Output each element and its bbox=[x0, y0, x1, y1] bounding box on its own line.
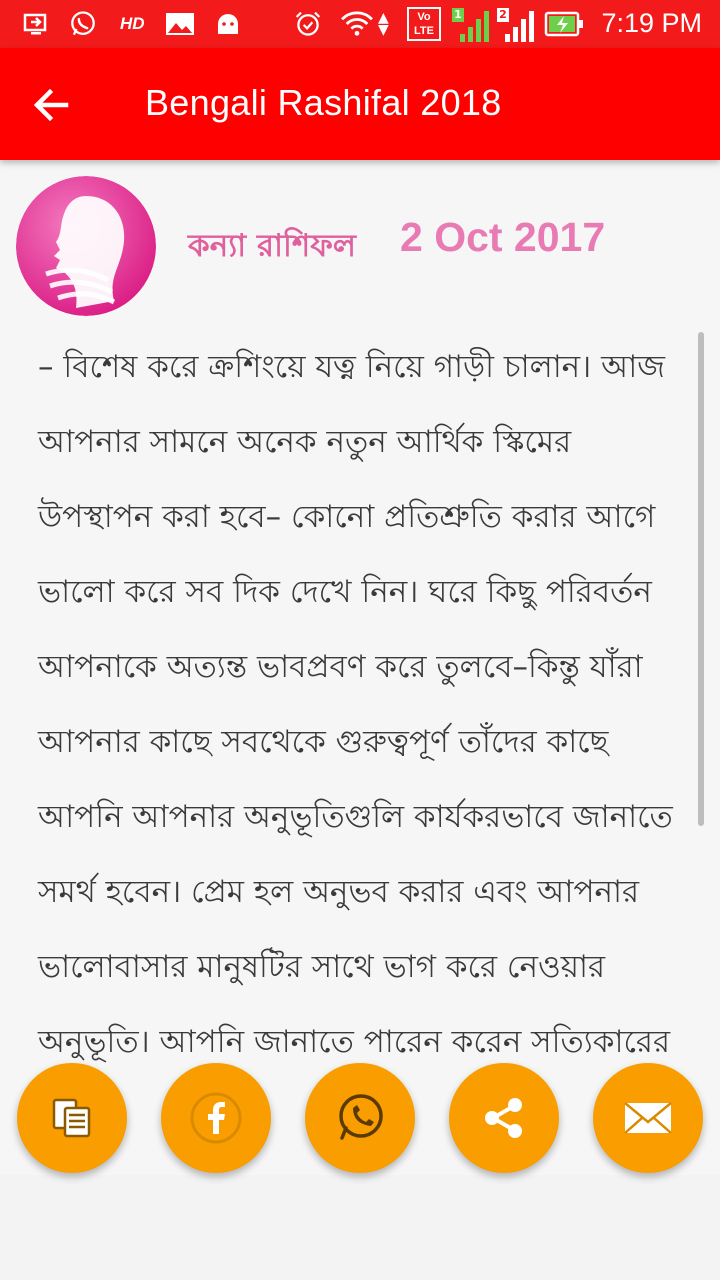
virgo-silhouette-icon bbox=[16, 176, 156, 316]
copy-button[interactable] bbox=[17, 1063, 127, 1173]
alarm-icon bbox=[292, 10, 324, 38]
sign-label: কন্যা রাশিফল bbox=[188, 228, 356, 264]
signal-sim2-icon bbox=[497, 8, 537, 42]
data-arrows-icon: ▲ ▼ bbox=[378, 10, 389, 38]
facebook-share-button[interactable] bbox=[161, 1063, 271, 1173]
wifi-icon bbox=[338, 10, 376, 38]
email-icon bbox=[620, 1090, 676, 1146]
hd-badge: HD bbox=[120, 14, 145, 33]
arrow-back-icon bbox=[30, 82, 82, 128]
sim2-label: 2 bbox=[497, 8, 509, 22]
status-time: 7:19 PM bbox=[601, 8, 702, 38]
facebook-icon bbox=[188, 1090, 244, 1146]
horoscope-date: 2 Oct 2017 bbox=[400, 214, 606, 260]
gallery-icon bbox=[164, 10, 196, 38]
share-button[interactable] bbox=[449, 1063, 559, 1173]
whatsapp-icon bbox=[330, 1088, 390, 1148]
android-icon bbox=[214, 10, 242, 38]
volte-label: Vo LTE bbox=[414, 11, 434, 37]
signal-sim1-icon bbox=[452, 8, 492, 42]
whatsapp-share-button[interactable] bbox=[305, 1063, 415, 1173]
prediction-scroll-area[interactable] bbox=[0, 330, 720, 1175]
whatsapp-notification-icon bbox=[66, 10, 100, 38]
app-title: Bengali Rashifal 2018 bbox=[145, 82, 502, 123]
scrollbar-thumb[interactable] bbox=[698, 332, 704, 826]
volte-badge bbox=[407, 7, 441, 41]
prediction-text: – বিশেষ করে ক্রশিংয়ে যত্ন নিয়ে গাড়ী চালান। আজ আপনার সামনে অনেক নতুন আর্থিক স্কিমের উপস্থাপন করা হবে– কোনো প্রতিশ্রুতি করার আগে ভালো করে সব দিক দেখে নিন। ঘরে কিছু পরিবর্তন আপনাকে অত্যন্ত ভাবপ্রবণ করে তুলবে–কিন্তু যাঁরা আপনার কাছে সবথেকে গুরুত্বপূর্ণ তাঁদের কাছে আপনি আপনার অনুভূতিগুলি কার্যকরভাবে জানাতে সমর্থ হবেন। প্রেম হল অনুভব করার এবং আপনার ভালোবাসার মানুষটির সাথে ভাগ করে নেওয়ার অনুভূতি। আপনি জানাতে পারেন করেন সত্যিকারের bbox=[38, 349, 673, 1060]
email-button[interactable] bbox=[593, 1063, 703, 1173]
status-bar bbox=[0, 0, 720, 48]
virgo-sign-avatar bbox=[16, 176, 156, 316]
battery-charging-icon bbox=[544, 10, 584, 38]
screen-cast-icon bbox=[22, 10, 50, 38]
share-icon bbox=[479, 1093, 529, 1143]
copy-icon bbox=[47, 1093, 97, 1143]
app-bar bbox=[0, 48, 720, 160]
back-button[interactable] bbox=[30, 82, 82, 128]
bottom-area bbox=[0, 1175, 720, 1280]
sim1-label: 1 bbox=[452, 8, 464, 22]
